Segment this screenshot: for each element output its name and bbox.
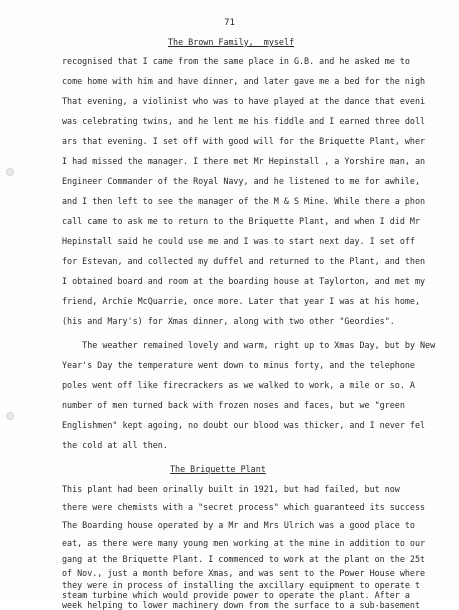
text-line: week helping to lower machinery down from the surface to a sub-basement bbox=[62, 600, 420, 610]
text-line: Engineer Commander of the Royal Navy, and he listened to me for awhile, bbox=[62, 176, 420, 186]
text-line: number of men turned back with frozen noses and faces, but we "green bbox=[62, 400, 405, 410]
text-line: That evening, a violinist who was to have played at the dance that eveni bbox=[62, 96, 426, 106]
text-line: was celebrating twins, and he lent me his fiddle and I earned three doll bbox=[62, 116, 426, 126]
page-number: 71 bbox=[224, 18, 235, 28]
text-line: ars that evening. I set off with good will for the Briquette Plant, wher bbox=[62, 136, 426, 146]
text-line: Year's Day the temperature went down to minus forty, and the telephone bbox=[62, 360, 415, 370]
punch-hole-mark bbox=[6, 412, 14, 420]
text-line: they were in process of installing the axcillary equipment to operate t bbox=[62, 580, 420, 590]
text-line: the cold at all then. bbox=[62, 440, 168, 450]
text-line: steam turbine which would provide power to operate the plant. After a bbox=[62, 590, 410, 600]
section-heading-brown-family: The Brown Family, myself bbox=[168, 37, 295, 47]
text-line: I obtained board and room at the boarding house at Taylorton, and met my bbox=[62, 276, 426, 286]
text-line: friend, Archie McQuarrie, once more. Later that year I was at his home, bbox=[62, 296, 420, 306]
text-line: of Nov., just a month before Xmas, and was sent to the Power House where bbox=[62, 568, 426, 578]
text-line: Hepinstall said he could use me and I was to start next day. I set off bbox=[62, 236, 415, 246]
text-line: call came to ask me to return to the Briquette Plant, and when I did Mr bbox=[62, 216, 420, 226]
text-line: and I then left to see the manager of the M & S Mine. While there a phon bbox=[62, 196, 426, 206]
text-line: This plant had been orinally built in 1921, but had failed, but now bbox=[62, 484, 400, 494]
text-line: The Boarding house operated by a Mr and Mrs Ulrich was a good place to bbox=[62, 520, 415, 530]
text-line: for Estevan, and collected my duffel and returned to the Plant, and then bbox=[62, 256, 426, 266]
text-line: I had missed the manager. I there met Mr Hepinstall , a Yorshire man, an bbox=[62, 156, 426, 166]
text-line: Englishmen" kept agoing, no doubt our blood was thicker, and I never fel bbox=[62, 420, 426, 430]
text-line: The weather remained lovely and warm, right up to Xmas Day, but by New bbox=[62, 340, 436, 350]
text-line: (his and Mary's) for Xmas dinner, along with two other "Geordies". bbox=[62, 316, 395, 326]
text-line: there were chemists with a "secret process" which guaranteed its success bbox=[62, 502, 426, 512]
text-line: eat, as there were many young men working at the mine in addition to our bbox=[62, 538, 426, 548]
text-line: recognised that I came from the same place in G.B. and he asked me to bbox=[62, 56, 410, 66]
section-heading-briquette-plant: The Briquette Plant bbox=[170, 464, 266, 474]
text-line: gang at the Briquette Plant. I commenced to work at the plant on the 25t bbox=[62, 554, 426, 564]
text-line: come home with him and have dinner, and later gave me a bed for the nigh bbox=[62, 76, 426, 86]
punch-hole-mark bbox=[6, 168, 14, 176]
text-line: poles went off like firecrackers as we walked to work, a mile or so. A bbox=[62, 380, 415, 390]
